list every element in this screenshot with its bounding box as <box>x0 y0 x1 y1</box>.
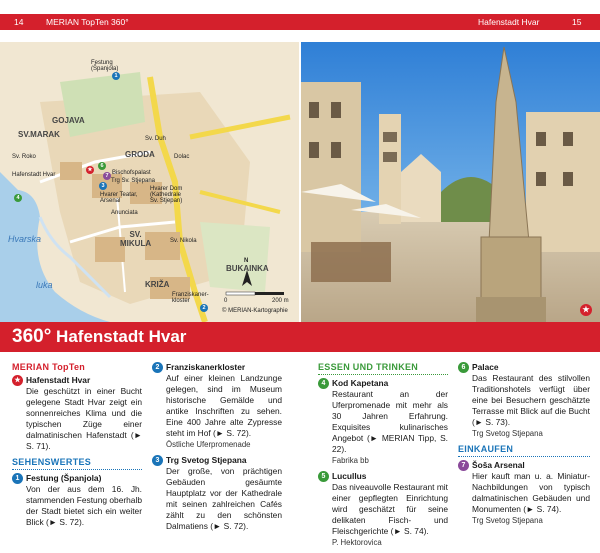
map-label-luka: luka <box>36 280 53 290</box>
entry-topten <box>12 375 142 452</box>
entry-address: Fabrika bb <box>332 456 369 465</box>
map-label-annunciata: Anunciata <box>111 210 138 216</box>
entry-address: P. Hektorovica <box>332 538 382 547</box>
entry-address: Trg Svetog Stjepana <box>472 516 543 525</box>
left-page-number: 14 <box>14 17 24 27</box>
entry-text: Der große, von prächtigen Gebäuden gesäumte Hauptplatz vor der Kathedrale mit seinen zahlreichen Cafés zählt zu den schönsten Dalmatiens (► S. 72). <box>166 466 282 531</box>
entry-text: Auf einer kleinen Landzunge gelegen, sind im Museum historische Gemälde und antike Inschriften zu sehen. Eine 400 Jahre alte Zypresse steht im Hof (► S. 72). <box>166 373 282 438</box>
shopping-heading: EINKAUFEN <box>458 444 590 457</box>
entry-address: Trg Svetog Stjepana <box>472 429 543 438</box>
page-header <box>0 0 600 42</box>
map-pin-1: 1 <box>112 72 120 80</box>
map-pin-4: 4 <box>14 194 22 202</box>
photo-square-hvar <box>301 42 600 322</box>
map-label-kriza: KRIŽA <box>145 280 170 289</box>
topten-heading: MERIAN TopTen <box>12 362 86 372</box>
map-label-svduh: Sv. Duh <box>145 136 166 142</box>
map-pin-topten: ★ <box>87 167 93 173</box>
map-label-svnikola: Sv. Nikola <box>170 238 197 244</box>
photo-graphic <box>301 42 600 322</box>
left-running-title: MERIAN TopTen 360° <box>46 17 129 27</box>
entry-number: 5 <box>318 471 329 482</box>
city-map <box>0 42 299 322</box>
scale-zero: 0 <box>224 298 228 304</box>
column-4 <box>458 362 590 531</box>
entry-4 <box>318 378 448 466</box>
section-banner <box>0 322 600 352</box>
map-label-svmarak: SV.MARAK <box>18 130 60 139</box>
map-pin-3: 3 <box>99 182 107 190</box>
map-label-groda: GRODA <box>125 150 155 159</box>
entry-text: Von der aus dem 16. Jh. stammenden Festung oberhalb der Stadt bietet sich ein weiter Blick (► S. 72). <box>26 484 142 527</box>
food-heading: ESSEN UND TRINKEN <box>318 362 448 375</box>
photo-topten-star: ★ <box>580 304 592 316</box>
map-label-svmikula: SV. MIKULA <box>120 230 152 248</box>
sights-heading: SEHENSWERTES <box>12 457 142 470</box>
column-1 <box>12 362 142 533</box>
entry-text: Hier kauft man u. a. Miniatur-Nachbildungen von typisch dalmatinischen Gebäuden und Monumenten (► S. 74). <box>472 471 590 514</box>
entry-name: Hafenstadt Hvar <box>26 375 91 385</box>
topten-star-icon: ★ <box>12 375 23 386</box>
map-label-trg-svstjepana: Trg Sv. Stjepana <box>111 178 156 184</box>
entry-address: Östliche Uferpromenade <box>166 440 251 449</box>
entry-text: Die geschützt in einer Bucht gelegene Stadt Hvar zeigt ein sonnenreiches Klima und die typischen Züge einer dalmatinischen Hafenstadt (► S. 71). <box>26 386 142 451</box>
right-page-number: 15 <box>572 17 582 27</box>
entry-text: Das niveauvolle Restaurant mit einer gepflegten Einrichtung wird geschätzt für seine delikaten Fisch- und Fleischgerichte (► S. 74). <box>332 482 448 536</box>
map-pin-2: 2 <box>200 304 208 312</box>
right-running-title: Hafenstadt Hvar <box>478 17 540 27</box>
entry-number: 6 <box>458 362 469 373</box>
entry-name: Palace <box>472 362 499 372</box>
banner-title <box>12 325 186 349</box>
banner-text: Hafenstadt Hvar <box>56 327 187 346</box>
entry-3 <box>152 455 282 532</box>
entry-name: Šoša Arsenal <box>472 460 525 470</box>
entry-name: Franziskanerkloster <box>166 362 246 372</box>
map-label-hvarer-dom: Hvarer Dom (Kathedrale Sv. Stjepan) <box>150 186 183 204</box>
banner-degree: 360° <box>12 326 52 347</box>
entry-number: 7 <box>458 460 469 471</box>
entry-number: 4 <box>318 378 329 389</box>
map-credit: © MERIAN-Kartographie <box>222 308 288 314</box>
entry-text: Das Restaurant des stilvollen Traditionshotels verfügt über eine bei Besuchern geschätzte Terrasse mit Blick auf die Bucht (► S. 73). <box>472 373 590 427</box>
entry-name: Festung (Španjola) <box>26 473 102 483</box>
map-label-teatar: Hvarer Teatar, Arsenal <box>100 192 138 204</box>
entry-number: 1 <box>12 473 23 484</box>
entry-name: Lucullus <box>332 471 367 481</box>
header-bar <box>0 14 600 30</box>
map-label-hvarska: Hvarska <box>8 234 42 244</box>
map-label-bischofspalast: Bischofspalast <box>112 170 151 176</box>
entry-7 <box>458 460 590 526</box>
map-label-bukainka: BUKAINKA <box>226 264 269 273</box>
entry-6 <box>458 362 590 439</box>
map-label-svroko: Sv. Roko <box>12 154 36 160</box>
entry-2 <box>152 362 282 450</box>
map-pin-7: 7 <box>103 172 111 180</box>
column-2 <box>152 362 282 537</box>
map-label-festung: Festung (Španjola) <box>91 60 119 72</box>
north-arrow-label: N <box>244 258 249 264</box>
entry-text: Restaurant an der Uferpromenade mit mehr als 30 Jahren Erfahrung. Exquisites kulinarisches Angebot (► MERIAN Tipp, S. 22). <box>332 389 448 454</box>
map-label-hafenstadt: Hafenstadt Hvar <box>12 172 56 178</box>
entry-number: 3 <box>152 455 163 466</box>
entry-number: 2 <box>152 362 163 373</box>
entry-1 <box>12 473 142 528</box>
column-3 <box>318 362 448 553</box>
entry-5 <box>318 471 448 548</box>
entry-name: Kod Kapetana <box>332 378 389 388</box>
entry-name: Trg Svetog Stjepana <box>166 455 247 465</box>
map-label-dolac: Dolac <box>174 154 190 160</box>
scale-label: 200 m <box>272 298 289 304</box>
map-pin-6: 6 <box>98 162 106 170</box>
map-label-franziskanerkloster: Franziskaner- kloster <box>172 292 209 304</box>
map-label-gojava: GOJAVA <box>52 116 85 125</box>
